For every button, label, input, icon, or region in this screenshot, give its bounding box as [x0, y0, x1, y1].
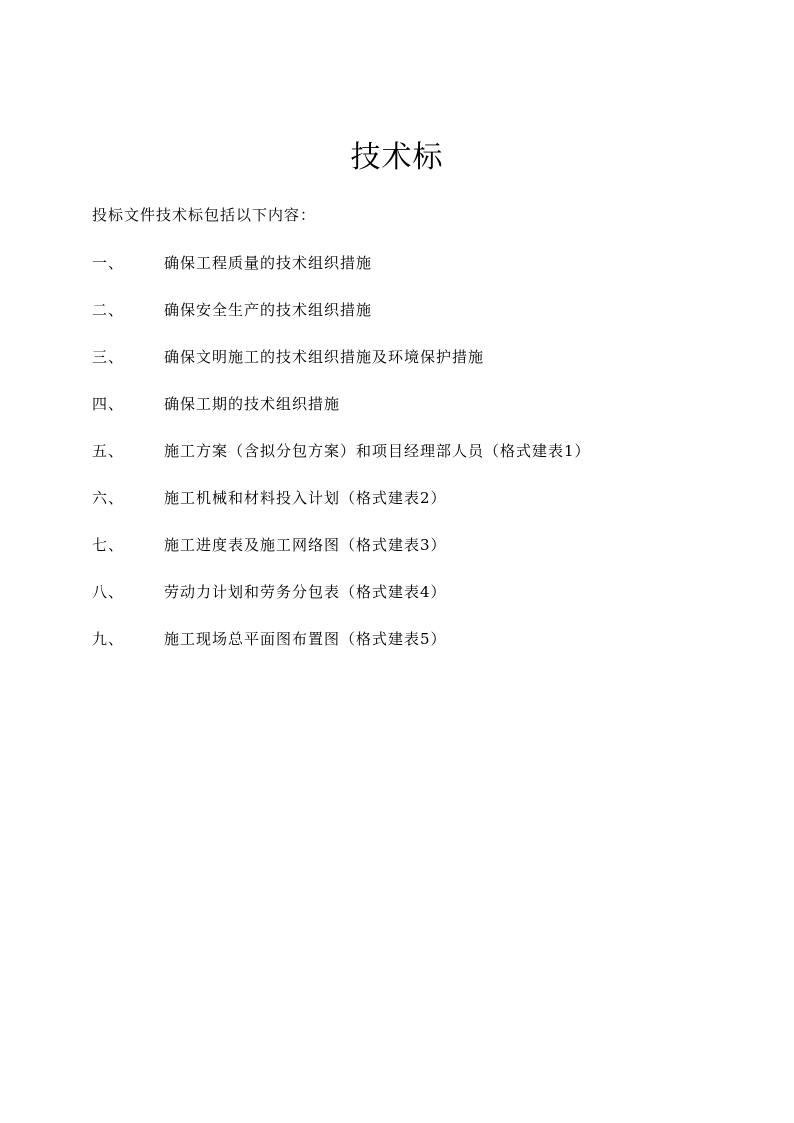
item-number: 二、	[92, 301, 125, 319]
item-number: 四、	[92, 395, 125, 413]
list-item	[92, 439, 732, 486]
item-number: 一、	[92, 254, 125, 272]
item-number: 六、	[92, 489, 125, 507]
list-item	[92, 580, 732, 627]
list-item	[92, 533, 732, 580]
item-text: 确保工期的技术组织措施	[164, 395, 341, 413]
list-item	[92, 251, 732, 298]
list-item	[92, 298, 732, 345]
item-text: 确保文明施工的技术组织措施及环境保护措施	[164, 348, 485, 366]
contents-list	[92, 251, 732, 674]
list-item	[92, 486, 732, 533]
item-number: 七、	[92, 536, 125, 554]
document-title: 技术标	[350, 140, 444, 175]
item-number: 五、	[92, 442, 125, 460]
item-text: 施工方案（含拟分包方案）和项目经理部人员（格式建表1）	[164, 442, 591, 460]
item-number: 八、	[92, 583, 125, 601]
item-number: 九、	[92, 630, 125, 648]
item-text: 施工机械和材料投入计划（格式建表2）	[164, 489, 447, 507]
item-text: 施工进度表及施工网络图（格式建表3）	[164, 536, 447, 554]
item-text: 劳动力计划和劳务分包表（格式建表4）	[164, 583, 447, 601]
item-number: 三、	[92, 348, 125, 366]
intro-text: 投标文件技术标包括以下内容：	[92, 206, 317, 224]
list-item	[92, 392, 732, 439]
item-text: 施工现场总平面图布置图（格式建表5）	[164, 630, 447, 648]
item-text: 确保安全生产的技术组织措施	[164, 301, 373, 319]
item-text: 确保工程质量的技术组织措施	[164, 254, 373, 272]
list-item	[92, 345, 732, 392]
list-item	[92, 627, 732, 674]
